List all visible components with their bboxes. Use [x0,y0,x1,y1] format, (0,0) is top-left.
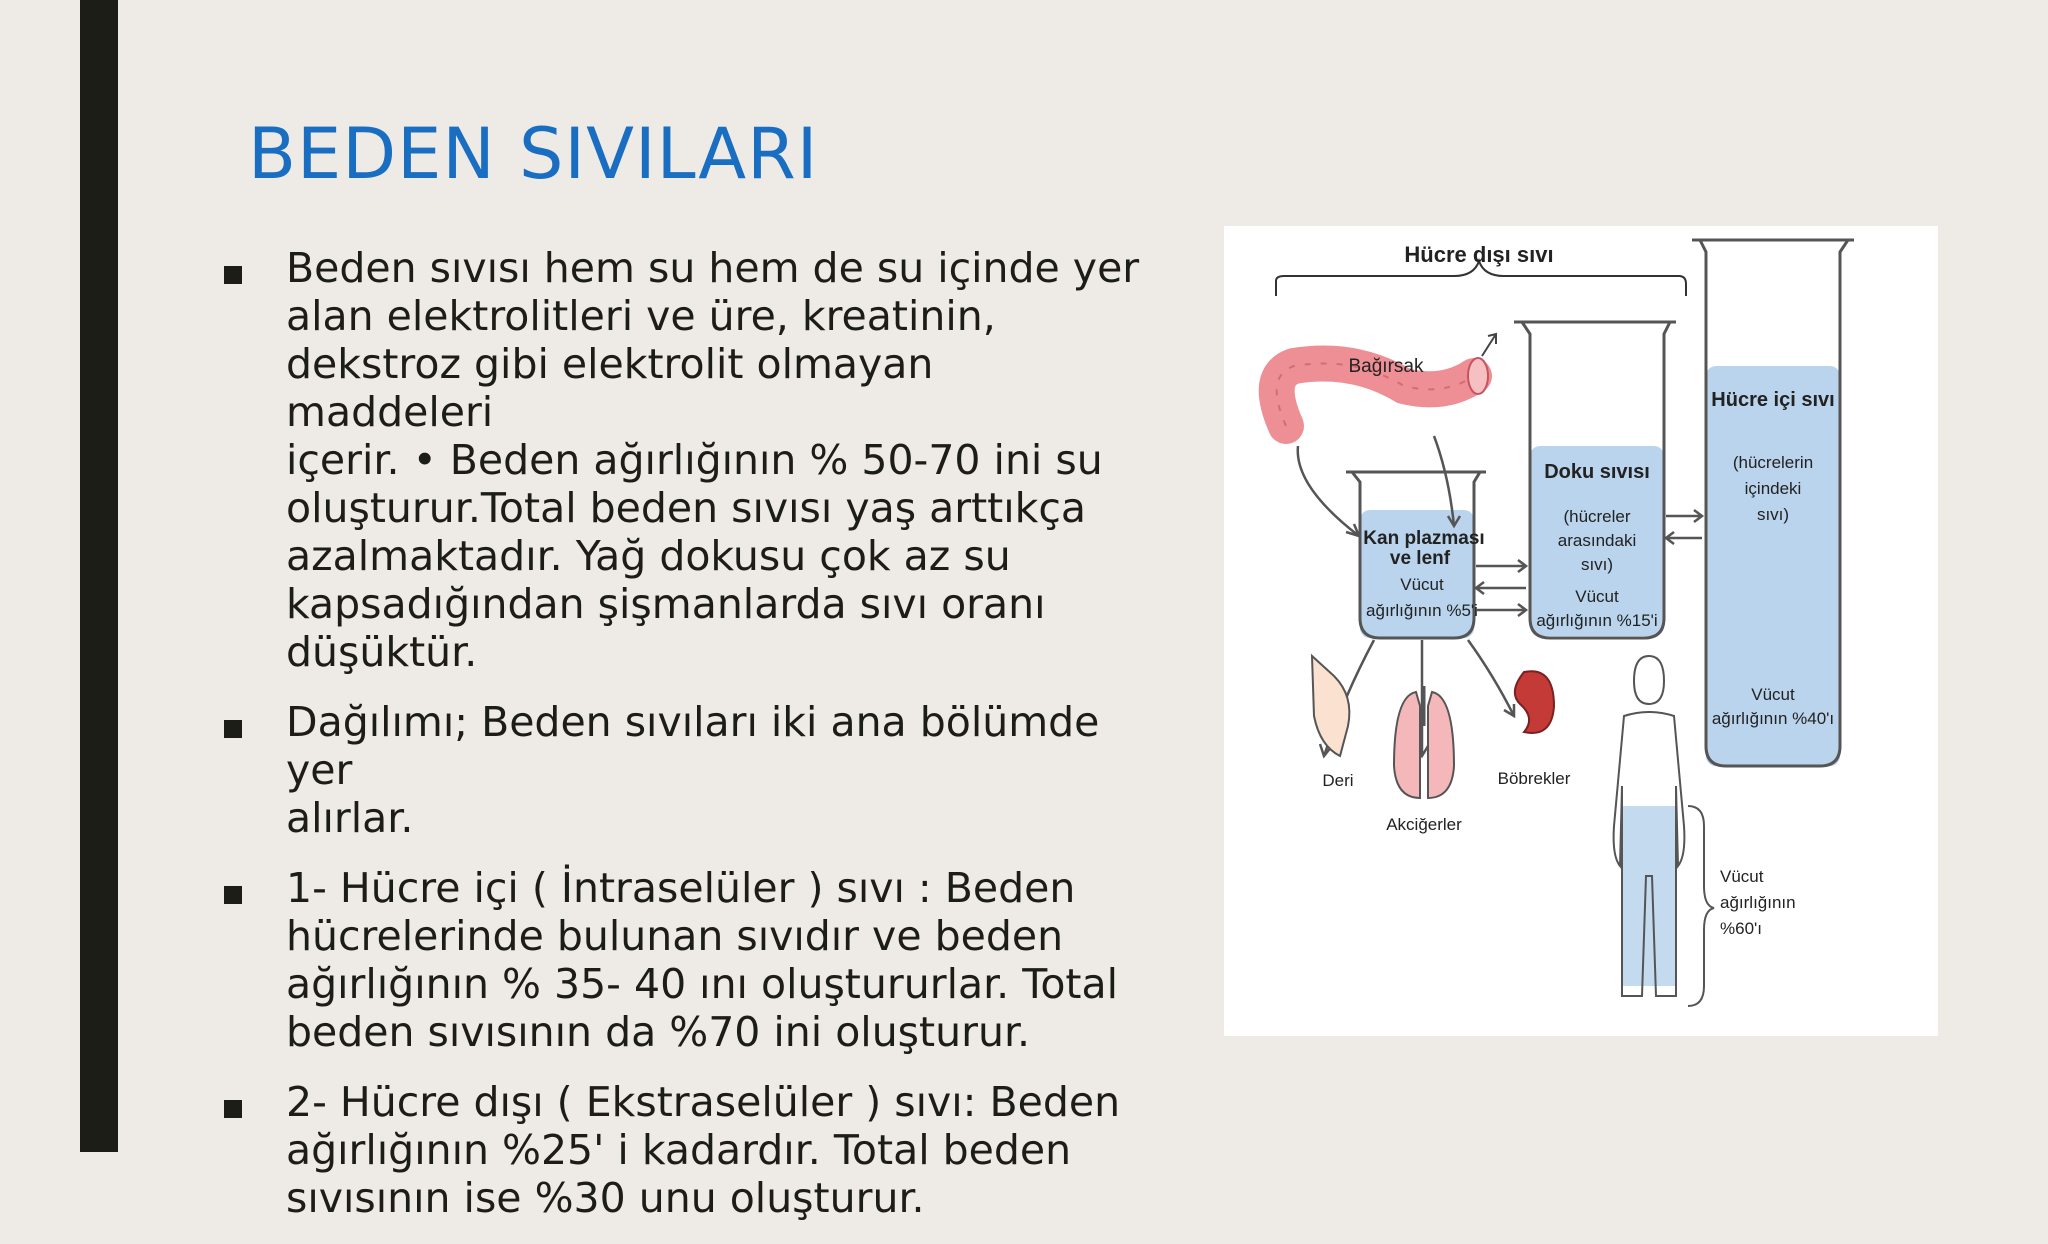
tissue-pct-line: Vücut [1575,587,1619,606]
body-pct-line: ağırlığının [1720,893,1796,912]
human-body-icon [1614,656,1685,996]
intracellular-desc-line: sıvı) [1756,505,1790,524]
tissue-label: Doku sıvısı [1544,461,1650,483]
tissue-pct-line: ağırlığının %15'i [1536,611,1658,630]
kidneys-icon [1515,671,1554,733]
plasma-pct-line: ağırlığının %5'i [1366,601,1478,620]
intracellular-desc-line: (hücrelerin [1732,453,1814,472]
extracellular-label: Hücre dışı sıvı [1404,242,1554,267]
tissue-desc-line: arasındaki [1557,531,1637,550]
tissue-desc-line: (hücreler [1563,507,1631,526]
plasma-label-line: ve lenf [1389,548,1451,569]
intracellular-fluid [1706,366,1840,766]
square-bullet-icon [224,720,242,738]
intracellular-label: Hücre içi sıvı [1711,389,1835,411]
square-bullet-icon [224,1100,242,1118]
bullet-item [218,698,1148,842]
lungs-label: Akciğerler [1386,815,1462,834]
kidneys-label: Böbrekler [1497,769,1571,788]
plasma-label-line: Kan plazması [1363,528,1485,549]
intestine-label: Bağırsak [1348,356,1424,377]
bullet-text: 1- Hücre içi ( İntraselüler ) sıvı : Beden hücrelerinde bulunan sıvıdır ve beden ağırlığının % 35- 40 ını oluştururlar. Total beden sıvısının da %70 ini oluşturur. [286,864,1118,1056]
bullet-text: 2- Hücre dışı ( Ekstraselüler ) sıvı: Beden ağırlığının %25' i kadardır. Total beden sıvısının ise %30 unu oluşturur. [286,1078,1121,1222]
body-pct-line: Vücut [1720,867,1764,886]
left-accent-bar [80,0,118,1152]
lungs-icon [1394,686,1454,798]
tissue-desc-line: sıvı) [1580,555,1614,574]
bullet-text: Beden sıvısı hem su hem de su içinde yer alan elektrolitleri ve üre, kreatinin, dekstroz gibi elektrolit olmayan maddeleri içerir. • Beden ağırlığının % 50-70 ini su oluşturur.Total beden sıvısı yaş arttıkça azalmaktadır. Yağ dokusu çok az su kapsadığından şişmanlarda sıvı oranı düşüktür. [286,244,1140,676]
plasma-pct-line: Vücut [1400,575,1444,594]
body-fluids-diagram [1224,226,1938,1036]
plasma-loop-arrow [1298,446,1359,536]
square-bullet-icon [224,886,242,904]
intracellular-pct-line: ağırlığının %40'ı [1711,709,1835,728]
intracellular-desc-line: içindeki [1744,479,1802,498]
square-bullet-icon [224,266,242,284]
intestine-arrow [1482,334,1496,356]
slide-title: BEDEN SIVILARI [248,113,819,195]
skin-label: Deri [1322,771,1354,790]
body-bracket [1688,806,1714,1006]
bullet-text: Dağılımı; Beden sıvıları iki ana bölümde yer alırlar. [286,698,1100,842]
bullet-item [218,244,1148,676]
bullet-item [218,864,1148,1056]
intracellular-pct-line: Vücut [1751,685,1795,704]
body-pct-line: %60'ı [1720,919,1762,938]
skin-hand-icon [1312,656,1349,756]
bullet-item [218,1078,1148,1222]
bullet-list [218,244,1148,1244]
